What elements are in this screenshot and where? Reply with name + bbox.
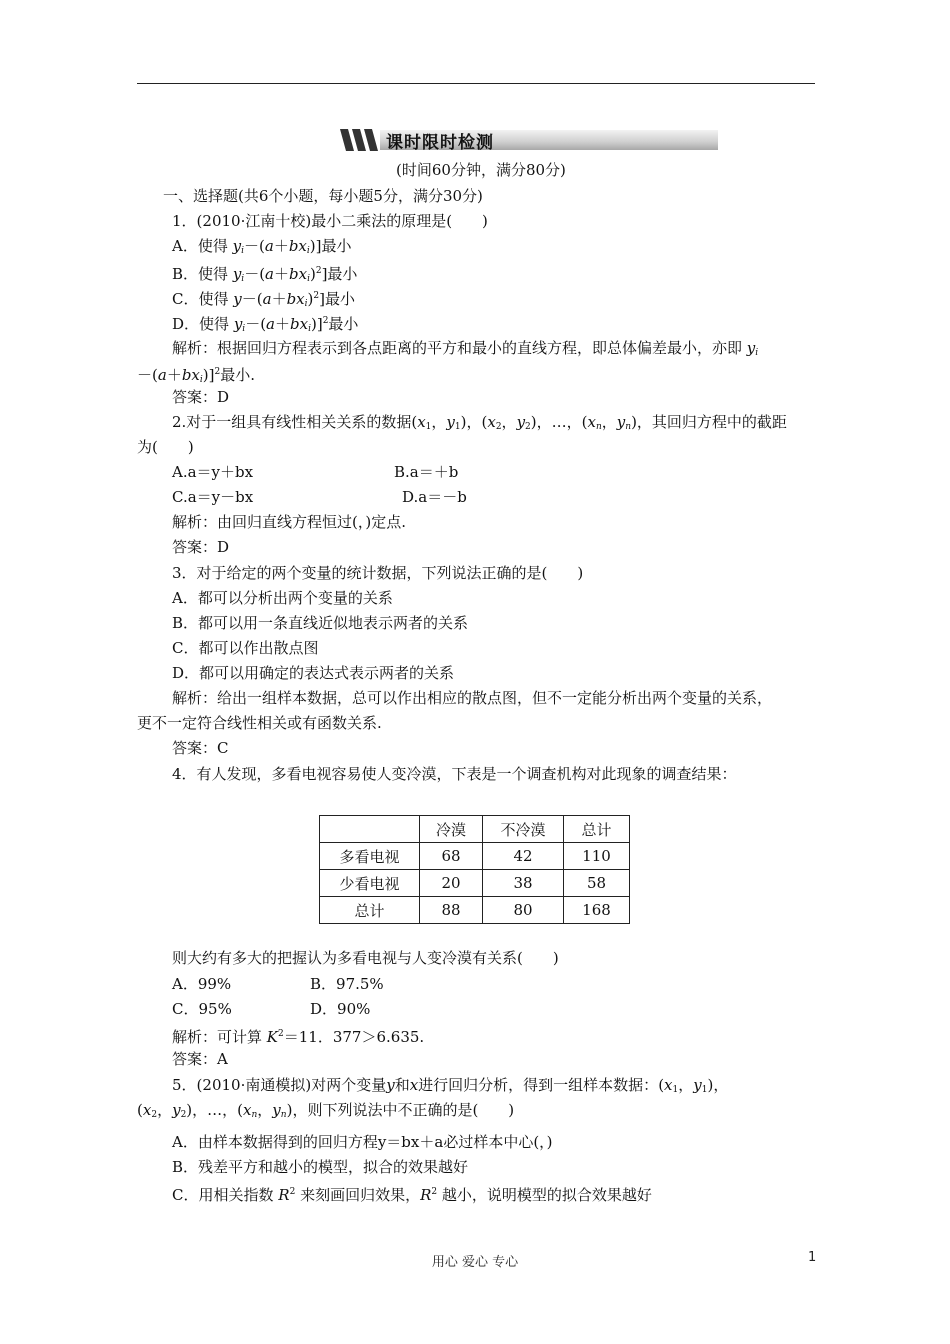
q4-stem: 4．有人发现，多看电视容易使人变冷漠，下表是一个调查机构对此现象的调查结果： [172, 765, 737, 783]
table-cell: 168 [564, 897, 630, 924]
q3-option-c: C．都可以作出散点图 [172, 639, 319, 657]
table-cell: 多看电视 [320, 843, 420, 870]
page-number: 1 [808, 1250, 817, 1265]
q5-option-b: B．残差平方和越小的模型，拟合的效果越好 [172, 1158, 469, 1176]
q3-option-a: A．都可以分析出两个变量的关系 [172, 589, 393, 607]
table-row [320, 870, 630, 897]
q5-option-a: A．由样本数据得到的回归方程y＝bx＋a必过样本中心(，) [172, 1133, 553, 1151]
q1-option-d: D．使得 $y_i-(a+bx_i)]^2$最小 [172, 315, 359, 334]
table-cell: 58 [564, 870, 630, 897]
q3-stem: 3．对于给定的两个变量的统计数据，下列说法正确的是( ) [172, 564, 584, 582]
section-banner [340, 127, 718, 151]
table-cell: 少看电视 [320, 870, 420, 897]
q3-analysis-line2: 更不一定符合线性相关或有函数关系. [137, 714, 382, 732]
q4-option-b: B．97.5% [310, 975, 384, 993]
table-cell: 42 [483, 843, 564, 870]
q2-option-c: C.a＝y－bx [172, 488, 254, 506]
q4-option-d: D．90% [310, 1000, 371, 1018]
q1-stem: 1．(2010·江南十校)最小二乘法的原理是( ) [172, 212, 488, 230]
table-row [320, 897, 630, 924]
banner-title: 课时限时检测 [386, 133, 494, 153]
q4-option-a: A．99% [172, 975, 232, 993]
q1-answer: 答案：D [172, 388, 230, 406]
q3-option-b: B．都可以用一条直线近似地表示两者的关系 [172, 614, 469, 632]
q5-option-c: C．用相关指数 $R^2$ 来刻画回归效果，$R^2$ 越小，说明模型的拟合效果越好 [172, 1186, 652, 1204]
q1-analysis-line2: $-(a+bx_i)]^2$最小. [137, 366, 256, 385]
table-cell: 80 [483, 897, 564, 924]
table-header-cell: 总计 [564, 816, 630, 843]
q4-answer: 答案：A [172, 1050, 228, 1068]
q2-stem-line2: 为( ) [137, 438, 194, 456]
table-header-cell [320, 816, 420, 843]
q1-option-c: C．使得 $y-(a+bx_i)^2$]最小 [172, 290, 355, 309]
table-row [320, 843, 630, 870]
table-header-cell: 不冷漠 [483, 816, 564, 843]
section-heading: 一、选择题(共6个小题，每小题5分，满分30分) [163, 187, 483, 205]
subtitle: (时间60分钟，满分80分) [396, 161, 566, 179]
table-cell: 38 [483, 870, 564, 897]
q2-answer: 答案：D [172, 538, 230, 556]
table-cell: 68 [420, 843, 483, 870]
q2-option-a: A.a＝y＋bx [172, 463, 254, 481]
q3-option-d: D．都可以用确定的表达式表示两者的关系 [172, 664, 455, 682]
table-cell: 110 [564, 843, 630, 870]
q2-option-b: B.a＝＋b [394, 463, 459, 481]
top-rule [137, 83, 815, 84]
table-header-row [320, 816, 630, 843]
table-cell: 88 [420, 897, 483, 924]
q1-analysis-line1: 解析：根据回归方程表示到各点距离的平方和最小的直线方程，即总体偏差最小，亦即 $y_i$ [172, 339, 759, 358]
q1-option-a: A．使得 $y_i-(a+bx_i)$]最小 [172, 237, 352, 256]
q5-stem-line1: 5．(2010·南通模拟)对两个变量y和x进行回归分析，得到一组样本数据：($x_1$，$y_1$)， [172, 1076, 729, 1095]
q5-stem-line2: ($x_2$，$y_2$)，…，($x_n$，$y_n$)，则下列说法中不正确的是( ) [137, 1101, 515, 1120]
banner-stripes-icon [340, 127, 382, 151]
table-cell: 20 [420, 870, 483, 897]
q2-stem-line1: 2.对于一组具有线性相关关系的数据($x_1$，$y_1$)，($x_2$，$y_2$)，…，($x_n$，$y_n$)，其回归方程中的截距 [172, 413, 787, 432]
survey-table [319, 815, 630, 924]
q4-question: 则大约有多大的把握认为多看电视与人变冷漠有关系( ) [172, 949, 559, 967]
q3-analysis-line1: 解析：给出一组样本数据，总可以作出相应的散点图，但不一定能分析出两个变量的关系， [172, 689, 773, 707]
q2-option-d: D.a＝－b [402, 488, 467, 506]
q4-option-c: C．95% [172, 1000, 232, 1018]
q1-option-b: B．使得 $y_i-(a+bx_i)^2$]最小 [172, 265, 358, 284]
q2-analysis: 解析：由回归直线方程恒过(，)定点. [172, 513, 406, 531]
page-footer: 用心 爱心 专心 [431, 1255, 519, 1270]
table-header-cell: 冷漠 [420, 816, 483, 843]
q4-analysis: 解析：可计算 $K^2=11$．377＞6.635. [172, 1028, 425, 1046]
table-cell: 总计 [320, 897, 420, 924]
q3-answer: 答案：C [172, 739, 229, 757]
